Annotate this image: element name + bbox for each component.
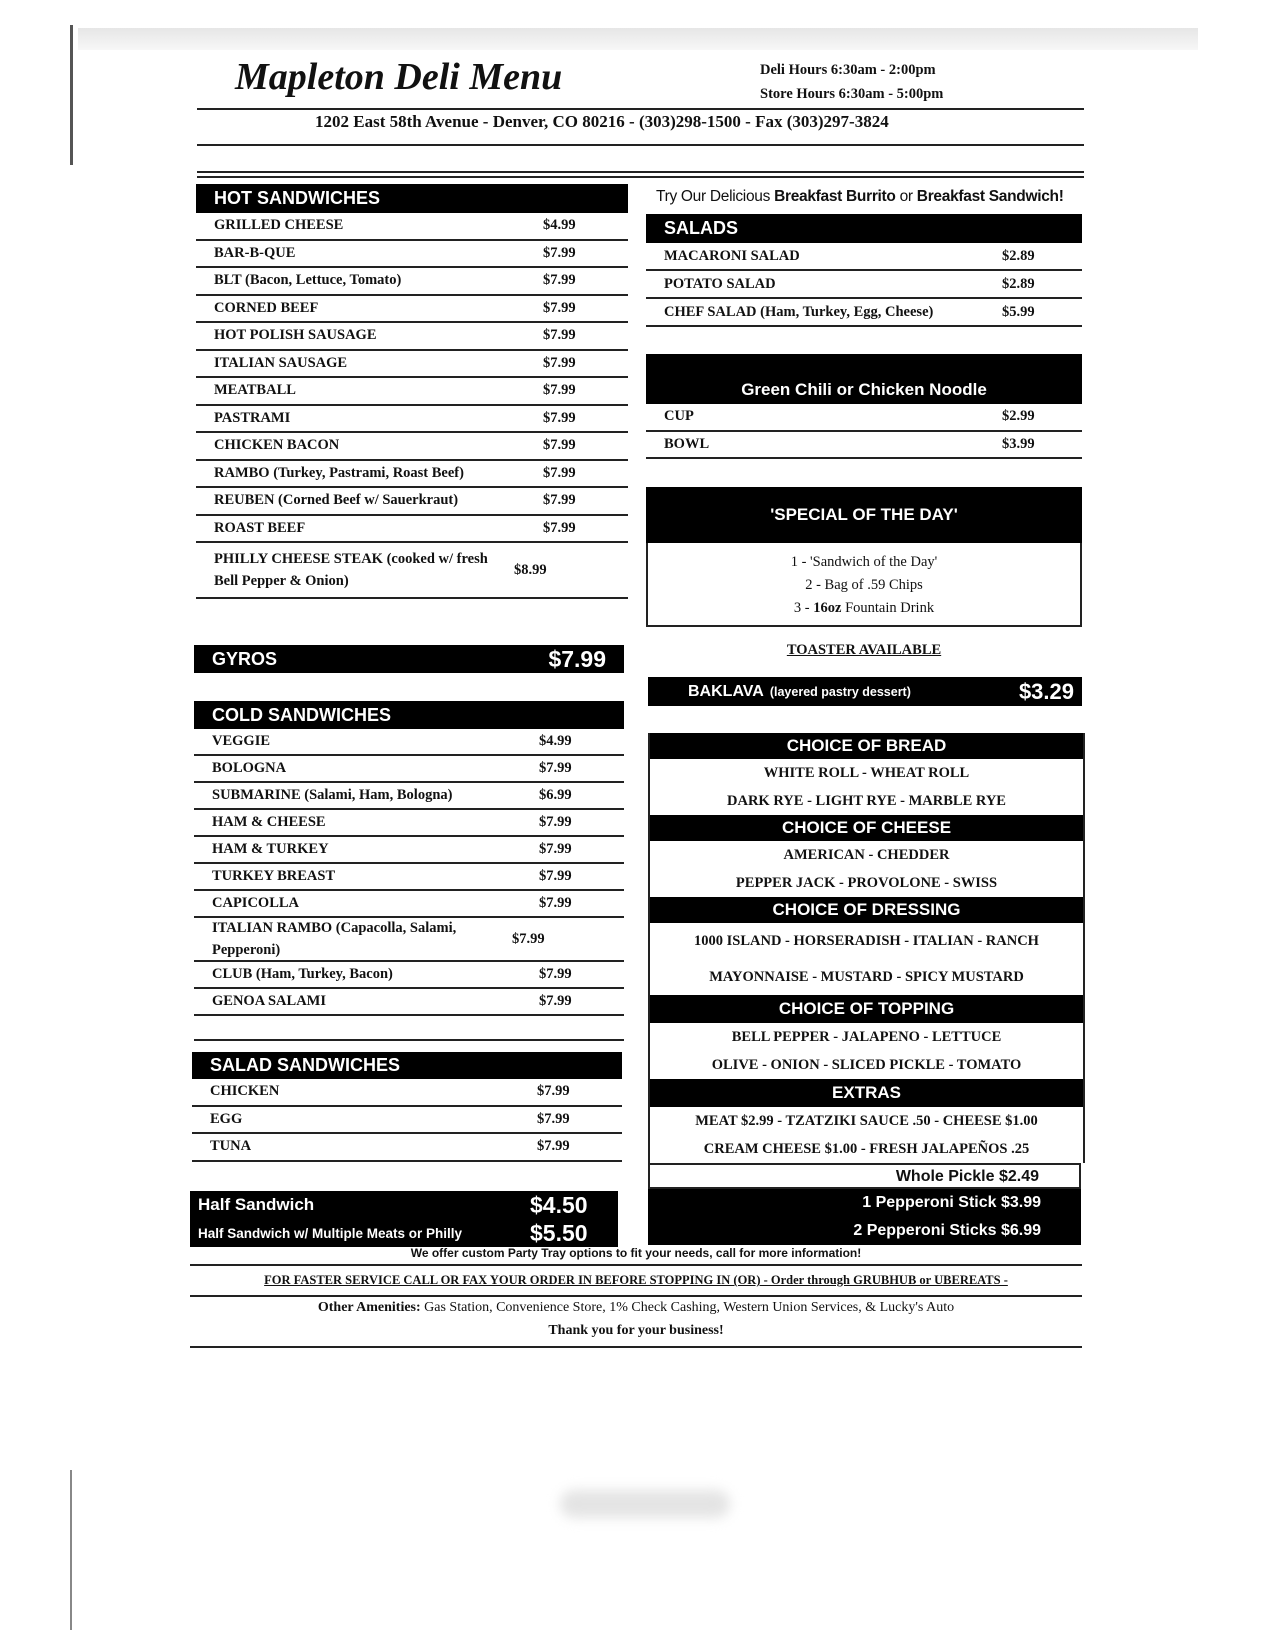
menu-item-name: HAM & TURKEY	[212, 841, 329, 857]
thanks-line: Thank you for your business!	[548, 1323, 724, 1338]
menu-item-row	[194, 837, 624, 864]
menu-item-name: CUP	[664, 408, 694, 425]
menu-item-row	[196, 351, 628, 379]
menu-item-price: $7.99	[543, 272, 576, 289]
menu-item-row	[196, 543, 628, 599]
menu-item-name: CHICKEN BACON	[214, 437, 340, 454]
menu-item-row	[196, 461, 628, 489]
menu-item-name: MEATBALL	[214, 382, 296, 399]
topping-option: BELL PEPPER - JALAPENO - LETTUCE	[731, 1029, 1002, 1045]
menu-item-row	[646, 404, 1082, 432]
menu-item-name: ITALIAN RAMBO (Capacolla, Salami, Pepperoni)	[212, 920, 457, 958]
menu-item-price: $2.99	[1002, 408, 1035, 425]
menu-item-row	[192, 1107, 622, 1135]
dressing-option: MAYONNAISE - MUSTARD - SPICY MUSTARD	[709, 969, 1024, 985]
special-line: 2 - Bag of .59 Chips	[805, 577, 923, 593]
menu-item-row	[196, 323, 628, 351]
menu-item-price: $7.99	[539, 895, 572, 911]
menu-item-row	[646, 271, 1082, 299]
half-sandwich-price: $4.50	[530, 1191, 588, 1218]
party-tray-note: We offer custom Party Tray options to fit your needs, call for more information!	[190, 1246, 1082, 1266]
menu-item-name: RAMBO (Turkey, Pastrami, Roast Beef)	[214, 464, 464, 481]
menu-item-price: $7.99	[539, 814, 572, 830]
menu-item-name: TUNA	[210, 1138, 252, 1155]
menu-item-row	[194, 729, 624, 756]
menu-item-row	[196, 488, 628, 516]
scan-edge-mark	[70, 1470, 72, 1630]
baklava-title: BAKLAVA	[688, 682, 764, 700]
divider	[197, 176, 1084, 178]
dressing-header: CHOICE OF DRESSING	[650, 897, 1083, 923]
whole-pickle: Whole Pickle $2.49	[648, 1163, 1081, 1189]
special-line: 3 - 16oz Fountain Drink	[793, 600, 935, 616]
menu-item-row	[194, 962, 624, 989]
menu-item-price: $7.99	[539, 966, 572, 982]
menu-item-name: CHICKEN	[210, 1083, 280, 1100]
menu-item-name: CHEF SALAD (Ham, Turkey, Egg, Cheese)	[664, 303, 934, 320]
amenities-label: Other Amenities:	[317, 1300, 421, 1315]
gyros-title: GYROS	[212, 648, 278, 669]
soup-section	[646, 354, 1082, 459]
special-section	[646, 487, 1082, 627]
menu-item-name: EGG	[210, 1110, 243, 1127]
menu-item-price: $7.99	[543, 354, 576, 371]
menu-item-price: $7.99	[539, 841, 572, 857]
menu-item-name: CORNED BEEF	[214, 299, 319, 316]
menu-item-row	[192, 1079, 622, 1107]
menu-item-name: TURKEY BREAST	[212, 868, 336, 884]
menu-item-name: ITALIAN SAUSAGE	[214, 354, 348, 371]
menu-item-price: $7.99	[543, 519, 576, 536]
menu-item-row	[194, 783, 624, 810]
section-header: 'SPECIAL OF THE DAY'	[646, 487, 1082, 543]
baklava-subtitle: (layered pastry dessert)	[769, 684, 911, 699]
gyros-banner	[194, 645, 624, 673]
menu-item-price: $7.99	[543, 382, 576, 399]
half-sandwich-row	[198, 1191, 610, 1219]
bread-header: CHOICE OF BREAD	[650, 733, 1083, 759]
hours-block	[760, 58, 943, 106]
menu-item-row	[196, 378, 628, 406]
amenities-text: Gas Station, Convenience Store, 1% Check Cashing, Western Union Services, & Lucky's Auto	[420, 1300, 955, 1315]
menu-item-price: $2.89	[1002, 247, 1035, 264]
cold-sandwiches-section	[194, 701, 624, 1016]
menu-item-row	[196, 433, 628, 461]
menu-item-price: $7.99	[543, 409, 576, 426]
menu-item-price: $7.99	[543, 464, 576, 481]
menu-item-row	[194, 864, 624, 891]
menu-item-price: $4.99	[543, 217, 576, 234]
amenities-line	[190, 1300, 1082, 1316]
menu-item-row	[194, 918, 624, 962]
menu-item-row	[192, 1134, 622, 1162]
menu-item-price: $7.99	[537, 1138, 570, 1155]
menu-item-price: $2.89	[1002, 275, 1035, 292]
menu-item-price: $3.99	[1002, 435, 1035, 452]
topping-option: OLIVE - ONION - SLICED PICKLE - TOMATO	[711, 1057, 1022, 1073]
divider	[197, 108, 1084, 110]
menu-item-name: CAPICOLLA	[212, 895, 300, 911]
menu-item-name: VEGGIE	[212, 733, 271, 749]
baklava-banner	[648, 677, 1082, 706]
menu-item-row	[194, 756, 624, 783]
salads-list	[646, 243, 1082, 327]
menu-item-price: $5.99	[1002, 303, 1035, 320]
half-sandwich-label: Half Sandwich	[198, 1195, 315, 1214]
cheese-option: PEPPER JACK - PROVOLONE - SWISS	[735, 875, 998, 891]
special-box	[646, 543, 1082, 627]
divider	[197, 171, 1084, 173]
menu-item-row	[194, 810, 624, 837]
menu-item-row	[196, 516, 628, 544]
topping-header: CHOICE OF TOPPING	[650, 995, 1083, 1023]
menu-item-name: PASTRAMI	[214, 409, 291, 426]
extras-option: MEAT $2.99 - TZATZIKI SAUCE .50 - CHEESE $1.00	[695, 1113, 1038, 1129]
menu-item-name: HOT POLISH SAUSAGE	[214, 327, 377, 344]
menu-item-name: GRILLED CHEESE	[214, 217, 344, 234]
menu-item-name: ROAST BEEF	[214, 519, 306, 536]
half-sandwich-multi-price: $5.50	[530, 1219, 588, 1246]
menu-item-price: $7.99	[539, 993, 572, 1009]
menu-item-price: $7.99	[539, 760, 572, 776]
scan-smudge	[560, 1490, 730, 1518]
menu-item-name: GENOA SALAMI	[212, 993, 327, 1009]
menu-item-name: SUBMARINE (Salami, Ham, Bologna)	[212, 787, 453, 803]
menu-item-price: $4.99	[539, 733, 572, 749]
section-header: SALAD SANDWICHES	[192, 1052, 622, 1079]
menu-item-price: $7.99	[543, 327, 576, 344]
half-sandwich-banner	[190, 1191, 618, 1247]
salad-sandwiches-section	[192, 1052, 622, 1162]
section-header: SALADS	[646, 214, 1082, 243]
menu-item-row	[646, 243, 1082, 271]
menu-item-row	[194, 891, 624, 918]
extras-option: CREAM CHEESE $1.00 - FRESH JALAPEÑOS .25	[703, 1141, 1030, 1157]
cheese-header: CHOICE OF CHEESE	[650, 815, 1083, 841]
dressing-option: 1000 ISLAND - HORSERADISH - ITALIAN - RANCH	[694, 933, 1039, 949]
menu-item-row	[196, 241, 628, 269]
menu-item-price: $7.99	[537, 1083, 570, 1100]
pepperoni-line: 2 Pepperoni Sticks $6.99	[853, 1222, 1041, 1239]
menu-item-name: CLUB (Ham, Turkey, Bacon)	[212, 966, 393, 982]
deli-hours: Deli Hours 6:30am - 2:00pm	[760, 62, 936, 78]
section-header: HOT SANDWICHES	[196, 184, 628, 213]
half-sandwich-row	[198, 1219, 610, 1247]
special-line: 1 - 'Sandwich of the Day'	[790, 554, 938, 570]
menu-item-name: BOLOGNA	[212, 760, 287, 776]
menu-item-row	[194, 989, 624, 1016]
menu-item-name: BOWL	[664, 435, 710, 452]
toaster-note: TOASTER AVAILABLE	[786, 642, 942, 658]
bread-option: WHITE ROLL - WHEAT ROLL	[763, 765, 970, 781]
soup-list	[646, 404, 1082, 459]
divider	[190, 1295, 1082, 1297]
choices-block	[648, 733, 1085, 1163]
divider	[190, 1346, 1082, 1348]
salads-section	[646, 214, 1082, 327]
breakfast-promo: Try Our Delicious Breakfast Burrito or Breakfast Sandwich!	[656, 188, 1064, 205]
menu-item-price: $7.99	[539, 868, 572, 884]
menu-item-price: $7.99	[537, 1110, 570, 1127]
section-header: COLD SANDWICHES	[194, 701, 624, 729]
menu-item-name: MACARONI SALAD	[664, 247, 800, 264]
menu-item-price: $7.99	[543, 299, 576, 316]
hot-sandwiches-section	[196, 184, 628, 599]
menu-item-row	[196, 406, 628, 434]
gyros-price: $7.99	[548, 645, 606, 672]
menu-item-price: $6.99	[539, 787, 572, 803]
scan-shadow-top	[78, 28, 1198, 50]
menu-item-name: HAM & CHEESE	[212, 814, 326, 830]
menu-item-row	[196, 268, 628, 296]
menu-item-price: $7.99	[543, 492, 576, 509]
menu-item-price: $7.99	[543, 437, 576, 454]
bread-option: DARK RYE - LIGHT RYE - MARBLE RYE	[727, 793, 1006, 809]
menu-item-row	[646, 432, 1082, 460]
baklava-price: $3.29	[1018, 678, 1074, 704]
store-hours: Store Hours 6:30am - 5:00pm	[760, 86, 944, 102]
menu-item-name: BAR-B-QUE	[214, 244, 296, 261]
menu-item-name: BLT (Bacon, Lettuce, Tomato)	[214, 272, 402, 289]
menu-title: Mapleton Deli Menu	[235, 56, 563, 98]
address-line: 1202 East 58th Avenue - Denver, CO 80216 - (303)298-1500 - Fax (303)297-3824	[315, 112, 889, 131]
menu-item-name: PHILLY CHEESE STEAK (cooked w/ fresh Bell Pepper & Onion)	[214, 551, 488, 589]
half-sandwich-multi-label: Half Sandwich w/ Multiple Meats or Philly	[198, 1225, 463, 1241]
pepperoni-line: 1 Pepperoni Stick $3.99	[862, 1194, 1041, 1211]
scan-edge-mark	[70, 25, 73, 165]
salad-sandwiches-list	[192, 1079, 622, 1162]
cold-sandwiches-list	[194, 729, 624, 1016]
menu-item-name: POTATO SALAD	[664, 275, 776, 292]
divider	[194, 1039, 624, 1041]
divider	[197, 144, 1084, 146]
menu-item-price: $8.99	[514, 561, 547, 578]
menu-item-price: $7.99	[512, 930, 545, 947]
menu-item-price: $7.99	[543, 244, 576, 261]
menu-item-row	[196, 296, 628, 324]
menu-item-row	[196, 213, 628, 241]
hot-sandwiches-list	[196, 213, 628, 599]
extras-header: EXTRAS	[650, 1079, 1083, 1107]
menu-item-row	[646, 299, 1082, 327]
section-header: Green Chili or Chicken Noodle	[646, 354, 1082, 404]
cheese-option: AMERICAN - CHEDDER	[783, 847, 950, 863]
pepperoni-banner	[648, 1189, 1081, 1245]
menu-item-name: REUBEN (Corned Beef w/ Sauerkraut)	[214, 492, 459, 509]
faster-service-note: FOR FASTER SERVICE CALL OR FAX YOUR ORDER IN BEFORE STOPPING IN (OR) - Order through GRUBHUB or UBEREATS -	[264, 1273, 1008, 1287]
